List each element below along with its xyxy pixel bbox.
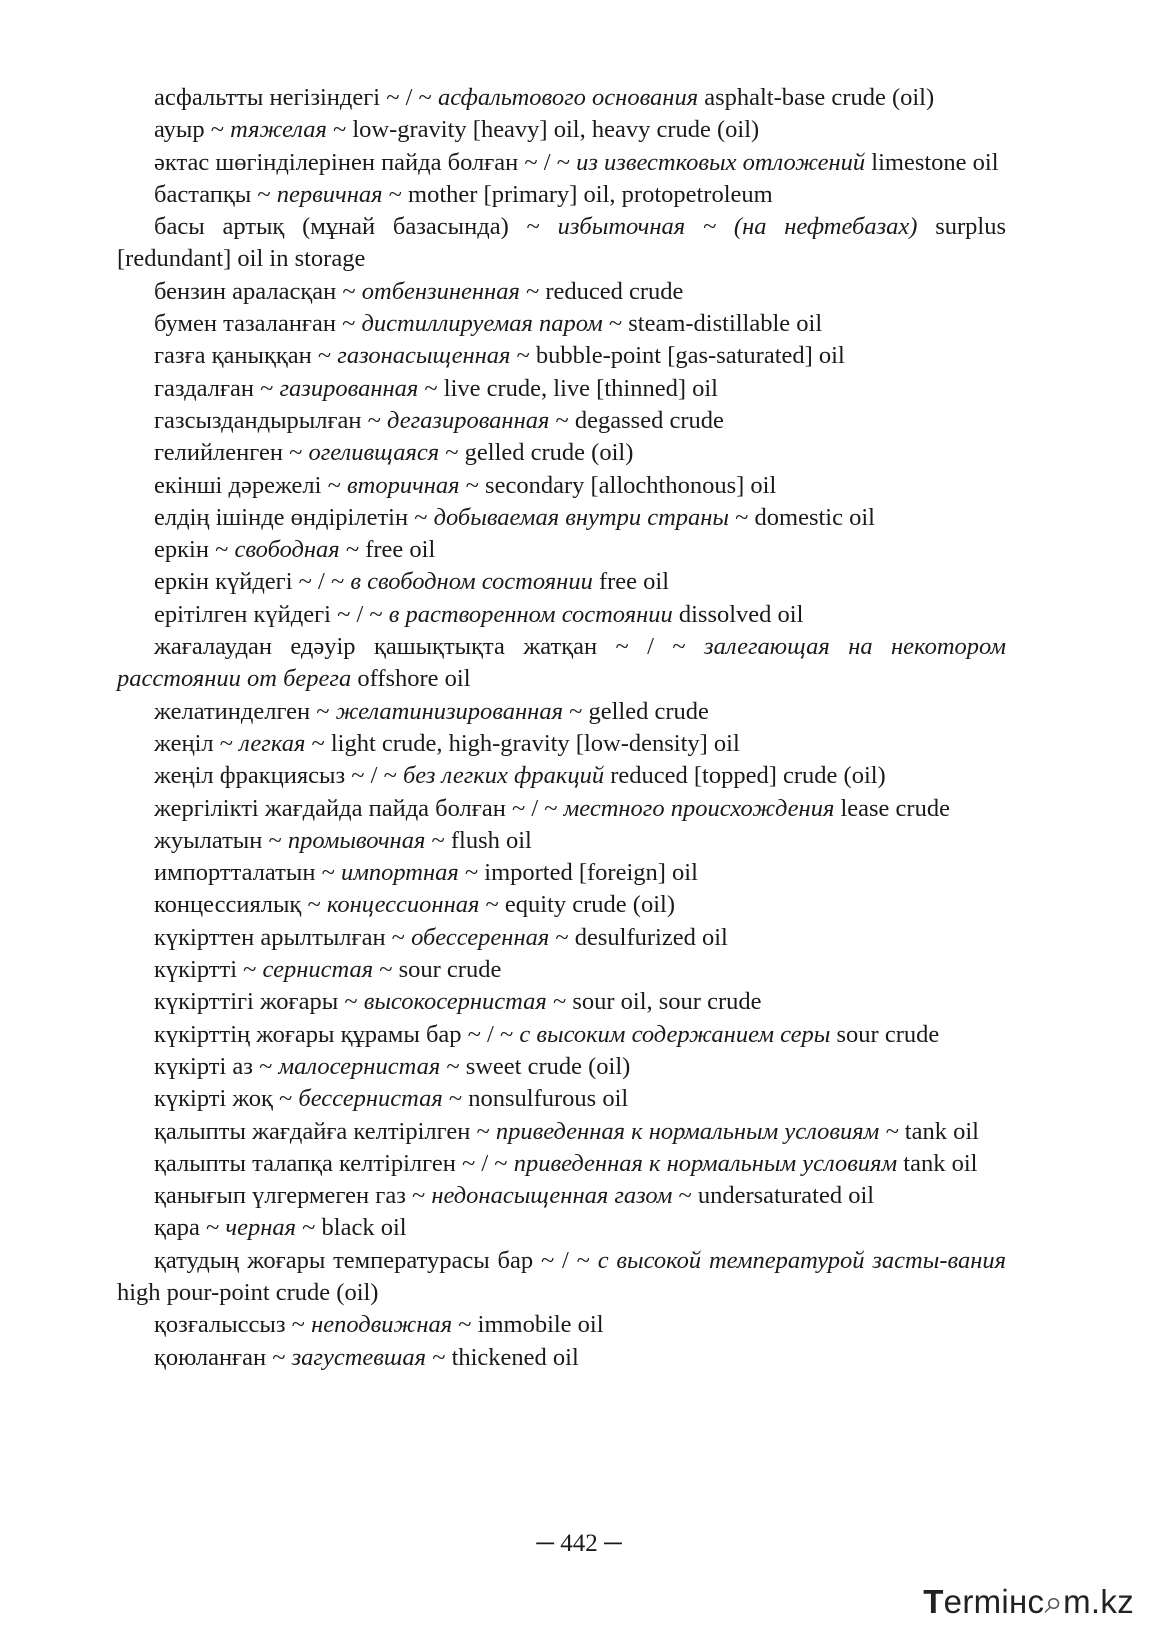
english-term: ~ mother [primary] oil, protopetroleum — [388, 180, 773, 208]
dictionary-entry — [117, 470, 1006, 502]
russian-term: бессернистая — [298, 1085, 443, 1113]
kazakh-term: күкірті аз ~ — [154, 1052, 273, 1080]
russian-term: малосернистая — [278, 1052, 441, 1080]
logo-text-part1: ermінc — [943, 1583, 1045, 1620]
logo-text-part2: m.kz — [1063, 1583, 1134, 1620]
dictionary-entry — [117, 793, 1006, 825]
dictionary-entry — [117, 1309, 1006, 1341]
dictionary-entry — [117, 696, 1006, 728]
kazakh-term: басы артық (мұнай базасында) ~ — [154, 213, 540, 241]
english-term: ~ black oil — [302, 1214, 407, 1242]
english-term: ~ sour oil, sour crude — [552, 988, 762, 1016]
page-number: ─ 442 ─ — [536, 1530, 622, 1557]
english-term: ~ live crude, live [thinned] oil — [424, 374, 718, 402]
kazakh-term: екінші дәрежелі ~ — [154, 471, 341, 499]
kazakh-term: еркін ~ — [154, 536, 229, 564]
kazakh-term: газға қаныққан ~ — [154, 342, 332, 370]
english-term: sour crude — [836, 1020, 940, 1048]
dictionary-entry — [117, 405, 1006, 437]
kazakh-term: газсыздандырылған ~ — [154, 406, 381, 434]
kazakh-term: күкірттен арылтылған ~ — [154, 923, 405, 951]
dictionary-entry — [117, 534, 1006, 566]
russian-term: газонасыщенная — [337, 342, 511, 370]
russian-term: вторичная — [346, 471, 460, 499]
dictionary-entry — [117, 922, 1006, 954]
logo-letter-t: T — [923, 1583, 944, 1620]
kazakh-term: күкірті жоқ ~ — [154, 1085, 293, 1113]
kazakh-term: қанығып үлгермеген газ ~ — [154, 1182, 426, 1210]
russian-term: с высоким содержанием серы — [519, 1020, 831, 1048]
english-term: ~ undersaturated oil — [678, 1182, 875, 1210]
kazakh-term: бензин араласқан ~ — [154, 277, 356, 305]
kazakh-term: күкіртті ~ — [154, 956, 257, 984]
russian-term: огеливщаяся — [308, 439, 440, 467]
english-term: tank oil — [904, 1117, 979, 1145]
dictionary-entry — [117, 1051, 1006, 1083]
dictionary-entry — [117, 502, 1006, 534]
russian-term: черная — [225, 1214, 297, 1242]
english-term: lease crude — [840, 794, 950, 822]
dictionary-entry — [117, 114, 1006, 146]
english-term: ~ gelled crude (oil) — [445, 439, 634, 467]
english-term: ~ reduced crude — [525, 277, 684, 305]
russian-term: сернистая — [262, 956, 374, 984]
russian-term: в растворенном состоянии — [388, 600, 673, 628]
kazakh-term: қоюланған ~ — [154, 1343, 286, 1371]
dictionary-entry — [117, 599, 1006, 631]
dictionary-entry — [117, 631, 1006, 696]
english-term: ~ bubble-point [gas-saturated] oil — [516, 342, 845, 370]
english-term: ~ flush oil — [431, 826, 532, 854]
dictionary-entry — [117, 857, 1006, 889]
russian-term: с высокой температурой засты-вания — [597, 1246, 1006, 1274]
dictionary-entry — [117, 986, 1006, 1018]
russian-term: промывочная — [287, 826, 426, 854]
russian-term: отбензиненная — [361, 277, 520, 305]
kazakh-term: жергілікті жағдайда пайда болған ~ / ~ — [154, 794, 558, 822]
english-term: ~ gelled crude — [569, 697, 709, 725]
english-term: ~ imported [foreign] oil — [464, 859, 698, 887]
dictionary-entries — [117, 82, 1006, 1374]
dictionary-entry — [117, 147, 1006, 179]
russian-term: свободная — [234, 536, 340, 564]
dictionary-entry — [117, 211, 1006, 276]
dictionary-entry — [117, 179, 1006, 211]
russian-term: первичная — [276, 180, 383, 208]
english-term: ~ sour crude — [379, 956, 502, 984]
english-term: ~ degassed crude — [555, 406, 724, 434]
magnifier-icon: ⌕ — [1044, 1582, 1064, 1620]
english-term: ~ light crude, high-gravity [low-density] oil — [311, 729, 740, 757]
dictionary-entry — [117, 954, 1006, 986]
russian-term: избыточная ~ (на нефтебазах) — [557, 213, 918, 241]
russian-term: обессеренная — [411, 923, 550, 951]
dictionary-entry — [117, 728, 1006, 760]
russian-term: тяжелая — [230, 116, 327, 144]
dictionary-entry — [117, 889, 1006, 921]
dictionary-entry — [117, 1148, 1006, 1180]
kazakh-term: қара ~ — [154, 1214, 220, 1242]
kazakh-term: газдалған ~ — [154, 374, 274, 402]
english-term: offshore oil — [357, 665, 471, 693]
russian-term: добываемая внутри страны — [433, 503, 730, 531]
english-term: ~ immobile oil — [458, 1311, 604, 1339]
dictionary-entry — [117, 308, 1006, 340]
kazakh-term: жуылатын ~ — [154, 826, 282, 854]
russian-term: без легких фракций — [402, 762, 605, 790]
russian-term: дистиллируемая паром — [361, 310, 603, 338]
russian-term: импортная — [340, 859, 459, 887]
dictionary-entry — [117, 1212, 1006, 1244]
kazakh-term: жеңіл фракциясыз ~ / ~ — [154, 762, 397, 790]
dictionary-entry — [117, 566, 1006, 598]
kazakh-term: желатинделген ~ — [154, 697, 330, 725]
dictionary-entry — [117, 1342, 1006, 1374]
english-term: limestone oil — [871, 148, 999, 176]
english-term: ~ free oil — [345, 536, 436, 564]
kazakh-term: бастапқы ~ — [154, 180, 271, 208]
dictionary-entry — [117, 1019, 1006, 1051]
english-term: free oil — [598, 568, 670, 596]
kazakh-term: жеңіл ~ — [154, 729, 234, 757]
english-term: ~ low-gravity [heavy] oil, heavy crude (oil) — [332, 116, 760, 144]
kazakh-term: еркін күйдегі ~ / ~ — [154, 568, 345, 596]
russian-term: желатинизированная — [335, 697, 563, 725]
russian-term: местного происхождения — [563, 794, 835, 822]
dictionary-entry — [117, 1180, 1006, 1212]
kazakh-term: концессиялық ~ — [154, 891, 321, 919]
russian-term: недонасыщенная газом — [431, 1182, 673, 1210]
kazakh-term: жағалаудан едәуір қашықтықта жатқан ~ / ~ — [154, 633, 686, 661]
russian-term: газированная — [279, 374, 419, 402]
english-term: asphalt-base crude (oil) — [704, 84, 935, 111]
dictionary-entry — [117, 1083, 1006, 1115]
kazakh-term: импортталатын ~ — [154, 859, 335, 887]
english-term: ~ steam-distillable oil — [608, 310, 823, 338]
english-term: ~ desulfurized oil — [555, 923, 728, 951]
russian-term: асфальтового основания — [437, 84, 699, 111]
dictionary-entry — [117, 1245, 1006, 1310]
kazakh-term: әктас шөгінділерінен пайда болған ~ / ~ — [154, 148, 570, 176]
dictionary-entry — [117, 82, 1006, 114]
russian-term: высокосернистая — [363, 988, 547, 1016]
kazakh-term: күкірттігі жоғары ~ — [154, 988, 358, 1016]
kazakh-term: қозғалыссыз ~ — [154, 1311, 305, 1339]
dictionary-entry — [117, 1116, 1006, 1148]
termincom-logo — [923, 1580, 1134, 1624]
english-term: reduced [topped] crude (oil) — [610, 762, 886, 790]
dictionary-entry — [117, 373, 1006, 405]
kazakh-term: қалыпты талапқа келтірілген ~ / ~ — [154, 1149, 508, 1177]
dictionary-entry — [117, 437, 1006, 469]
russian-term: дегазированная — [387, 406, 550, 434]
english-term: ~ equity crude (oil) — [485, 891, 675, 919]
russian-term: неподвижная — [311, 1311, 453, 1339]
kazakh-term: бумен тазаланған ~ — [154, 310, 356, 338]
russian-term: в свободном состоянии — [350, 568, 593, 596]
english-term: high pour-point crude (oil) — [117, 1278, 379, 1306]
english-term: tank oil — [903, 1149, 978, 1177]
kazakh-term: елдің ішінде өндірілетін ~ — [154, 503, 428, 531]
dictionary-entry — [117, 825, 1006, 857]
dictionary-entry — [117, 760, 1006, 792]
kazakh-term: қатудың жоғары температурасы бар ~ / ~ — [154, 1246, 590, 1274]
kazakh-term: қалыпты жағдайға келтірілген ~ — [154, 1117, 490, 1145]
dictionary-entry — [117, 276, 1006, 308]
russian-term: концессионная — [326, 891, 480, 919]
kazakh-term: ерітілген күйдегі ~ / ~ — [154, 600, 383, 628]
russian-term: загустевшая — [291, 1343, 427, 1371]
english-term: ~ secondary [allochthonous] oil — [465, 471, 777, 499]
kazakh-term: асфальтты негізіндегі ~ / ~ — [154, 84, 432, 111]
russian-term: залегающая на некотором расстоянии от берега — [117, 633, 1006, 693]
kazakh-term: гелийленген ~ — [154, 439, 303, 467]
english-term: ~ domestic oil — [735, 503, 875, 531]
russian-term: приведенная к нормальным условиям — [513, 1149, 898, 1177]
english-term: ~ sweet crude (oil) — [446, 1052, 631, 1080]
english-term: ~ thickened oil — [432, 1343, 579, 1371]
kazakh-term: күкірттің жоғары құрамы бар ~ / ~ — [154, 1020, 514, 1048]
dictionary-entry — [117, 340, 1006, 372]
english-term: dissolved oil — [678, 600, 804, 628]
english-term: surplus [redundant] oil in storage — [117, 213, 1007, 273]
russian-term: из известковых отложений — [576, 148, 866, 176]
english-term: ~ nonsulfurous oil — [448, 1085, 629, 1113]
kazakh-term: ауыр ~ — [154, 116, 224, 144]
russian-term: легкая — [239, 729, 306, 757]
russian-term: приведенная к нормальным условиям ~ — [495, 1117, 899, 1145]
